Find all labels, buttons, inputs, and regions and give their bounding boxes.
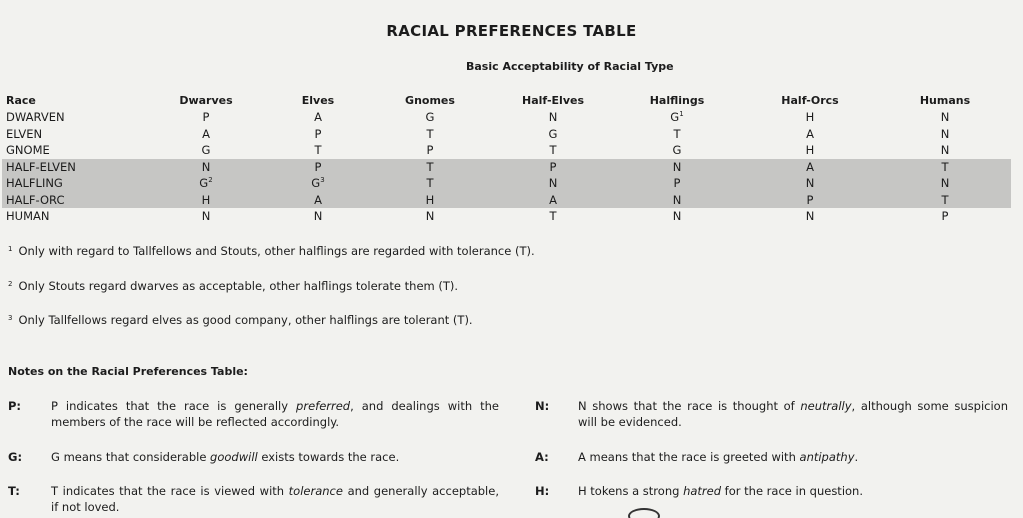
row-race-label: HUMAN [6,209,50,223]
note-key: T: [8,484,20,498]
footnote-text: Only with regard to Tallfellows and Stouts, other halflings are regarded with tolerance (T). [18,244,535,258]
note-key: A: [535,450,549,464]
cell-halflings: $G^1$ [670,110,684,124]
note-text: N shows that the race is thought of neutrally, although some suspicion will be evidenced. [578,399,1008,429]
note-key: N: [535,399,550,413]
header-halflings: Halflings [649,94,705,107]
notes-heading: Notes on the Racial Preferences Table: [8,365,248,378]
footnote-text: Only Tallfellows regard elves as good company, other halflings are tolerant (T). [18,313,473,327]
cell-elves: A [314,192,322,207]
cell-dwarves: $G^2$ [199,176,213,190]
cell-half-orcs: N [805,209,815,223]
cell-dwarves: A [202,126,210,141]
footnote-marker: 1 [8,245,13,253]
cell-half-orcs: N [805,176,815,190]
row-race-label: DWARVEN [6,110,65,124]
cell-halflings: N [672,159,682,174]
footnote-3 [8,313,473,327]
decorative-emblem [628,508,660,518]
footnote-marker: 3 [320,176,325,184]
cell-gnomes: N [425,209,435,223]
cell-gnomes: G [425,110,435,124]
cell-elves: P [314,126,322,141]
cell-humans: N [940,143,950,157]
footnote-marker: 2 [8,280,13,288]
cell-gnomes: T [426,159,434,174]
footnote-1 [8,244,535,258]
cell-gnomes: H [425,192,435,207]
note-text: T indicates that the race is viewed with tolerance and generally acceptable, if not loved. [51,484,499,514]
cell-humans: T [941,192,949,207]
cell-gnomes: T [426,126,434,141]
cell-dwarves: P [202,110,210,124]
header-half-orcs: Half-Orcs [781,94,839,107]
cell-elves: $G^3$ [311,176,325,190]
cell-dwarves: H [201,192,211,207]
table-subtitle: Basic Acceptability of Racial Type [466,60,674,73]
table-header-row [0,92,1023,109]
cell-elves: T [314,143,322,157]
racial-preferences-table [0,92,1023,225]
header-humans: Humans [919,94,971,107]
cell-humans: P [941,209,949,223]
table-row [2,175,1011,192]
note-text: P indicates that the race is generally preferred, and dealings with the members of the race will be reflected accordingly. [51,399,499,429]
cell-half-orcs: A [806,159,814,174]
cell-half-orcs: H [805,110,815,124]
cell-halflings: N [672,209,682,223]
cell-elves: P [314,159,322,174]
header-half-elves: Half-Elves [521,94,585,107]
row-race-label: HALF-ELVEN [6,159,76,174]
footnote-text: Only Stouts regard dwarves as acceptable, other halflings tolerate them (T). [18,279,459,293]
cell-half-elves: T [549,143,557,157]
cell-halflings: N [672,192,682,207]
cell-dwarves: N [201,159,211,174]
header-gnomes: Gnomes [405,94,455,107]
header-race: Race [6,94,36,107]
table-row [0,208,1023,225]
cell-half-orcs: A [806,126,814,141]
cell-elves: N [313,209,323,223]
cell-gnomes: T [426,176,434,190]
footnote-2 [8,279,458,293]
table-row [0,109,1023,126]
cell-half-elves: T [549,209,557,223]
note-text: A means that the race is greeted with antipathy. [578,450,859,464]
cell-half-elves: N [548,176,558,190]
page-title: RACIAL PREFERENCES TABLE [386,22,637,40]
cell-humans: N [940,110,950,124]
cell-halflings: G [672,143,682,157]
cell-half-elves: G [548,126,558,141]
cell-gnomes: P [426,143,434,157]
cell-half-elves: A [549,192,557,207]
header-elves: Elves [301,94,335,107]
table-row [2,159,1011,176]
cell-dwarves: N [201,209,211,223]
cell-half-orcs: H [805,143,815,157]
cell-humans: N [940,176,950,190]
note-key: G: [8,450,23,464]
row-race-label: HALF-ORC [6,192,65,207]
cell-halflings: T [673,126,681,141]
header-dwarves: Dwarves [179,94,233,107]
note-key: H: [535,484,550,498]
row-race-label: HALFLING [6,176,63,190]
footnote-marker: 3 [8,314,13,322]
table-body [0,109,1023,225]
cell-half-elves: N [548,110,558,124]
note-text: G means that considerable goodwill exists towards the race. [51,450,400,464]
cell-halflings: P [673,176,681,190]
footnote-marker: 2 [208,176,213,184]
cell-half-orcs: P [806,192,814,207]
table-row [0,142,1023,159]
cell-humans: T [941,159,949,174]
footnote-marker: 1 [679,110,684,118]
note-text: H tokens a strong hatred for the race in question. [578,484,863,498]
row-race-label: GNOME [6,143,50,157]
row-race-label: ELVEN [6,126,43,141]
table-row [2,192,1011,209]
cell-humans: N [940,126,950,141]
cell-elves: A [314,110,322,124]
note-key: P: [8,399,22,413]
cell-half-elves: P [549,159,557,174]
table-row [0,126,1023,143]
cell-dwarves: G [201,143,211,157]
